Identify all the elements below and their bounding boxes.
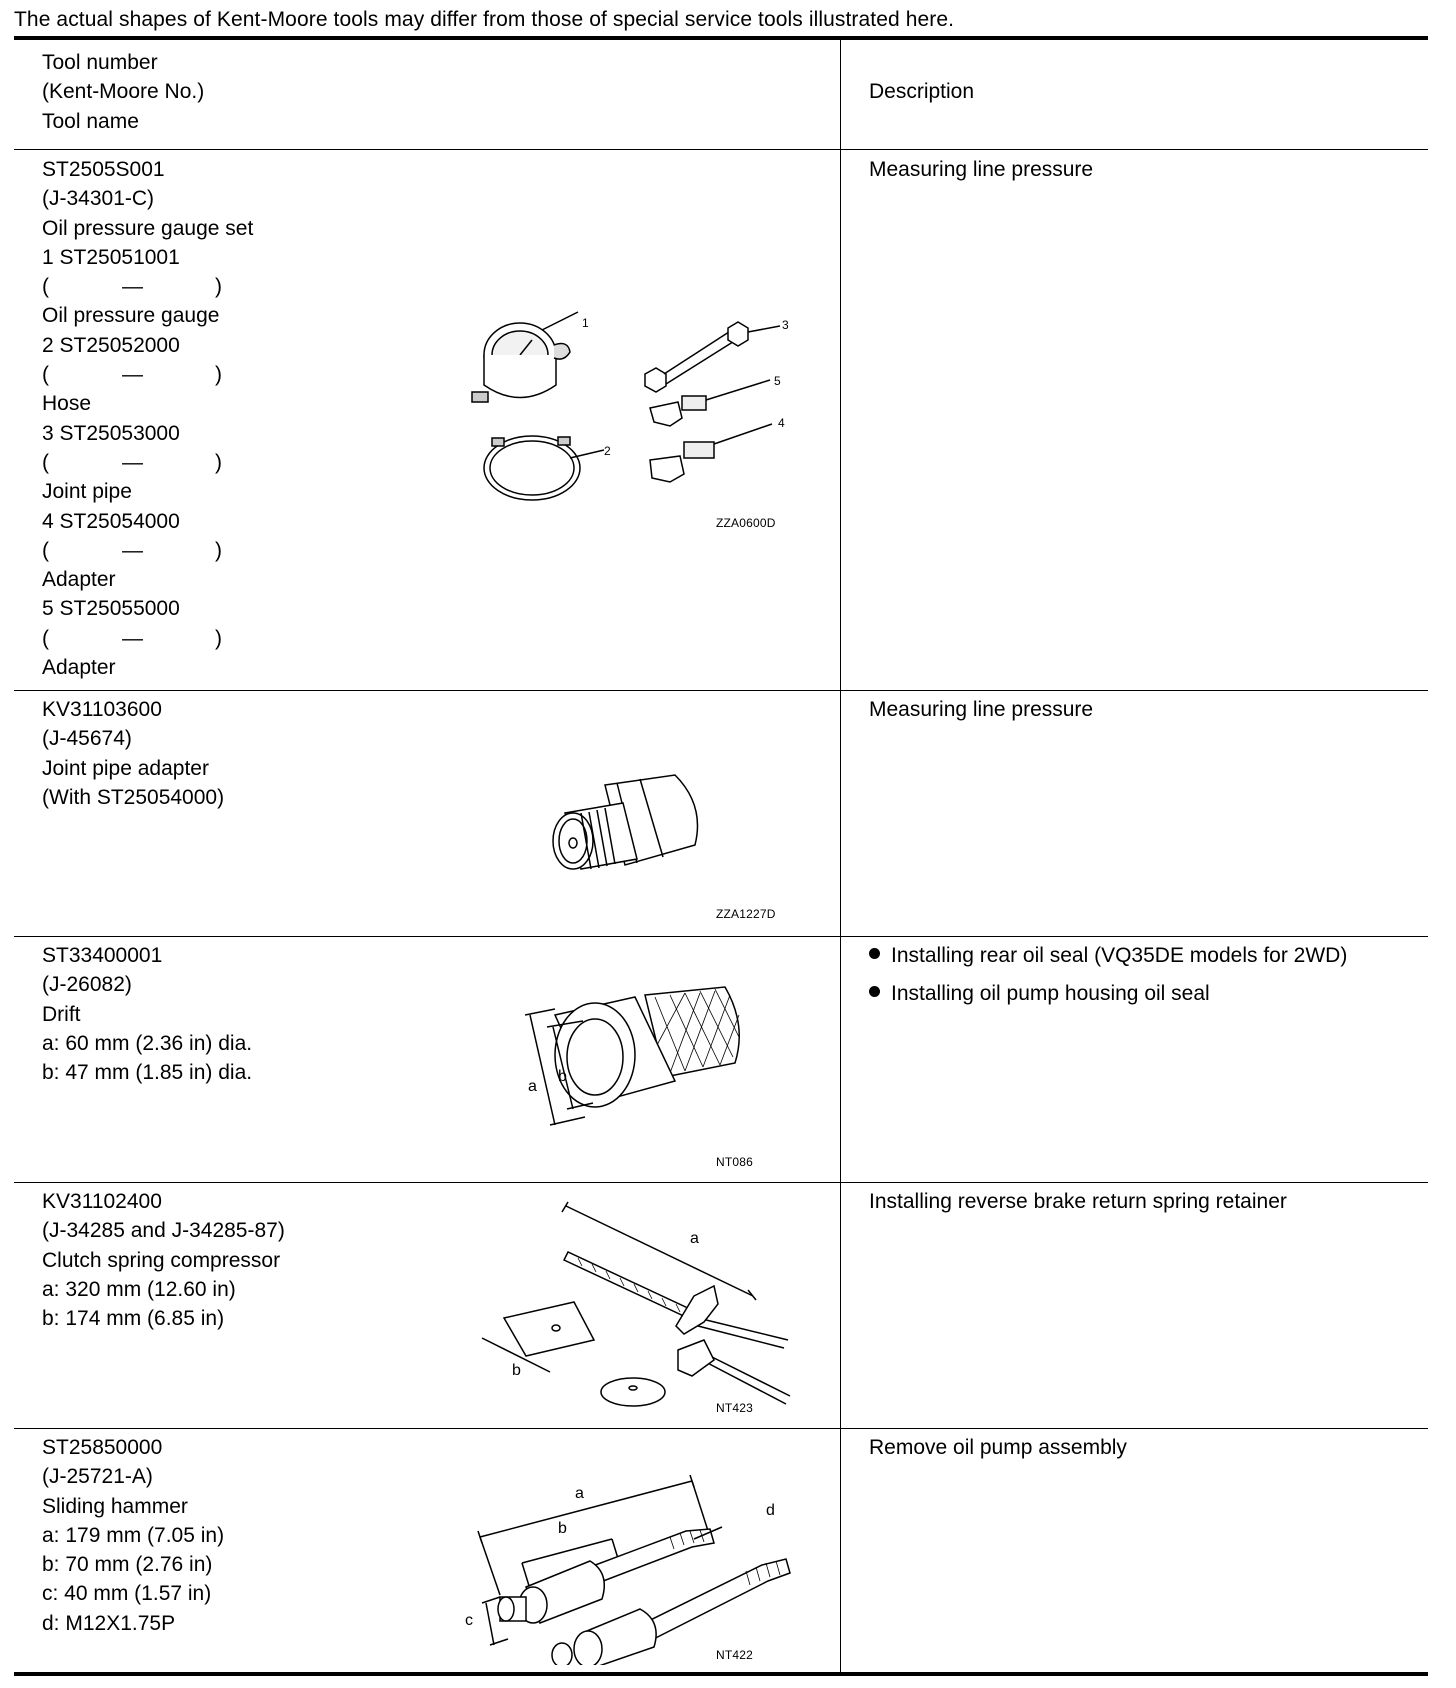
tool-number: ST25850000 — [42, 1436, 163, 1459]
description-row-5: Remove oil pump assembly — [869, 1436, 1127, 1459]
tool-name: Drift — [42, 1002, 81, 1026]
dimension-label-b: b — [558, 1068, 568, 1085]
tool-info-row-5 — [42, 1433, 224, 1638]
figure-code: NT086 — [716, 1155, 754, 1169]
joint-pipe-adapter-illustration — [545, 765, 715, 885]
description-row-3 — [869, 941, 1347, 1017]
callout-2: 2 — [604, 444, 611, 458]
row-divider — [14, 936, 1428, 937]
header-line: (Kent-Moore No.) — [42, 80, 205, 104]
header-line: Tool number — [42, 51, 158, 74]
dimension-label-a: a — [690, 1230, 700, 1247]
dimension-a: a: 179 mm (7.05 in) — [42, 1523, 225, 1547]
tool-number: KV31103600 — [42, 698, 162, 721]
callout-3: 3 — [782, 318, 789, 332]
sub-tool-number: 2 ST25052000 — [42, 333, 180, 357]
bullet-icon — [869, 986, 880, 997]
kent-moore-number: (J-25721-A) — [42, 1465, 153, 1489]
dimension-label-d: d — [766, 1502, 776, 1519]
kent-moore-number: (J-34301-C) — [42, 187, 155, 211]
bullet-icon — [869, 948, 880, 959]
kent-moore-blank: ( — ) — [42, 538, 222, 562]
kent-moore-number: (J-26082) — [42, 973, 132, 997]
sub-tool-name: Oil pressure gauge — [42, 304, 220, 328]
tool-number: ST2505S001 — [42, 158, 165, 181]
clutch-spring-compressor-illustration — [478, 1200, 798, 1420]
description-bullet: Installing oil pump housing oil seal — [869, 979, 1347, 1017]
row-divider — [14, 690, 1428, 691]
sub-tool-number: 3 ST25053000 — [42, 421, 180, 445]
dimension-label-a: a — [528, 1078, 538, 1095]
description-row-4: Installing reverse brake return spring retainer — [869, 1190, 1287, 1213]
callout-1: 1 — [582, 316, 589, 330]
dimension-label-b: b — [512, 1362, 522, 1379]
description-row-1: Measuring line pressure — [869, 158, 1094, 181]
tool-name: Joint pipe adapter — [42, 756, 209, 780]
dimension-d: d: M12X1.75P — [42, 1611, 176, 1635]
kent-moore-blank: ( — ) — [42, 626, 222, 650]
kent-moore-blank: ( — ) — [42, 450, 222, 474]
kent-moore-number: (J-34285 and J-34285-87) — [42, 1219, 285, 1243]
page-note: The actual shapes of Kent-Moore tools may differ from those of special service tools illustrated here. — [14, 8, 955, 31]
table-top-rule — [14, 36, 1428, 40]
column-divider — [840, 38, 841, 1674]
tool-info-row-2 — [42, 695, 224, 812]
header-tool-column — [42, 48, 204, 136]
header-line: Tool name — [42, 109, 139, 133]
sub-tool-name: Adapter — [42, 568, 116, 592]
figure-code: NT423 — [716, 1401, 754, 1415]
tool-number: KV31102400 — [42, 1190, 162, 1213]
dimension-b: b: 70 mm (2.76 in) — [42, 1553, 213, 1577]
sub-tool-name: Hose — [42, 392, 92, 416]
sub-tool-number: 5 ST25055000 — [42, 597, 180, 621]
tool-name: Clutch spring compressor — [42, 1248, 281, 1272]
dimension-a: a: 60 mm (2.36 in) dia. — [42, 1031, 253, 1055]
figure-code: NT422 — [716, 1648, 754, 1662]
drift-illustration — [525, 985, 755, 1135]
sliding-hammer-illustration — [470, 1455, 810, 1665]
dimension-label-c: c — [465, 1612, 474, 1629]
dimension-label-b: b — [558, 1520, 568, 1537]
tool-info-row-4 — [42, 1187, 285, 1333]
row-divider — [14, 1182, 1428, 1183]
sub-tool-name: Joint pipe — [42, 480, 132, 504]
sub-tool-name: Adapter — [42, 656, 116, 680]
tool-note: (With ST25054000) — [42, 785, 225, 809]
kent-moore-blank: ( — ) — [42, 363, 222, 387]
dimension-label-a: a — [575, 1485, 585, 1502]
dimension-b: b: 47 mm (1.85 in) dia. — [42, 1061, 253, 1085]
figure-code: ZZA1227D — [716, 907, 776, 921]
row-divider — [14, 1428, 1428, 1429]
dimension-a: a: 320 mm (12.60 in) — [42, 1277, 236, 1301]
kent-moore-number: (J-45674) — [42, 727, 132, 751]
table-bottom-rule — [14, 1672, 1428, 1676]
sub-tool-number: 1 ST25051001 — [42, 245, 180, 269]
dimension-b: b: 174 mm (6.85 in) — [42, 1307, 225, 1331]
tool-info-row-1 — [42, 155, 253, 682]
description-row-2: Measuring line pressure — [869, 698, 1094, 721]
kent-moore-blank: ( — ) — [42, 275, 222, 299]
tool-name: Sliding hammer — [42, 1494, 188, 1518]
tool-name: Oil pressure gauge set — [42, 216, 254, 240]
sub-tool-number: 4 ST25054000 — [42, 509, 180, 533]
tool-number: ST33400001 — [42, 944, 163, 967]
oil-pressure-gauge-set-illustration — [470, 310, 800, 530]
dimension-c: c: 40 mm (1.57 in) — [42, 1582, 212, 1606]
figure-code: ZZA0600D — [716, 516, 776, 530]
description-bullet: Installing rear oil seal (VQ35DE models for 2WD) — [869, 941, 1347, 979]
callout-4: 4 — [778, 416, 785, 430]
callout-5: 5 — [774, 374, 781, 388]
header-description: Description — [869, 80, 975, 103]
header-divider — [14, 149, 1428, 150]
tool-info-row-3 — [42, 941, 252, 1087]
